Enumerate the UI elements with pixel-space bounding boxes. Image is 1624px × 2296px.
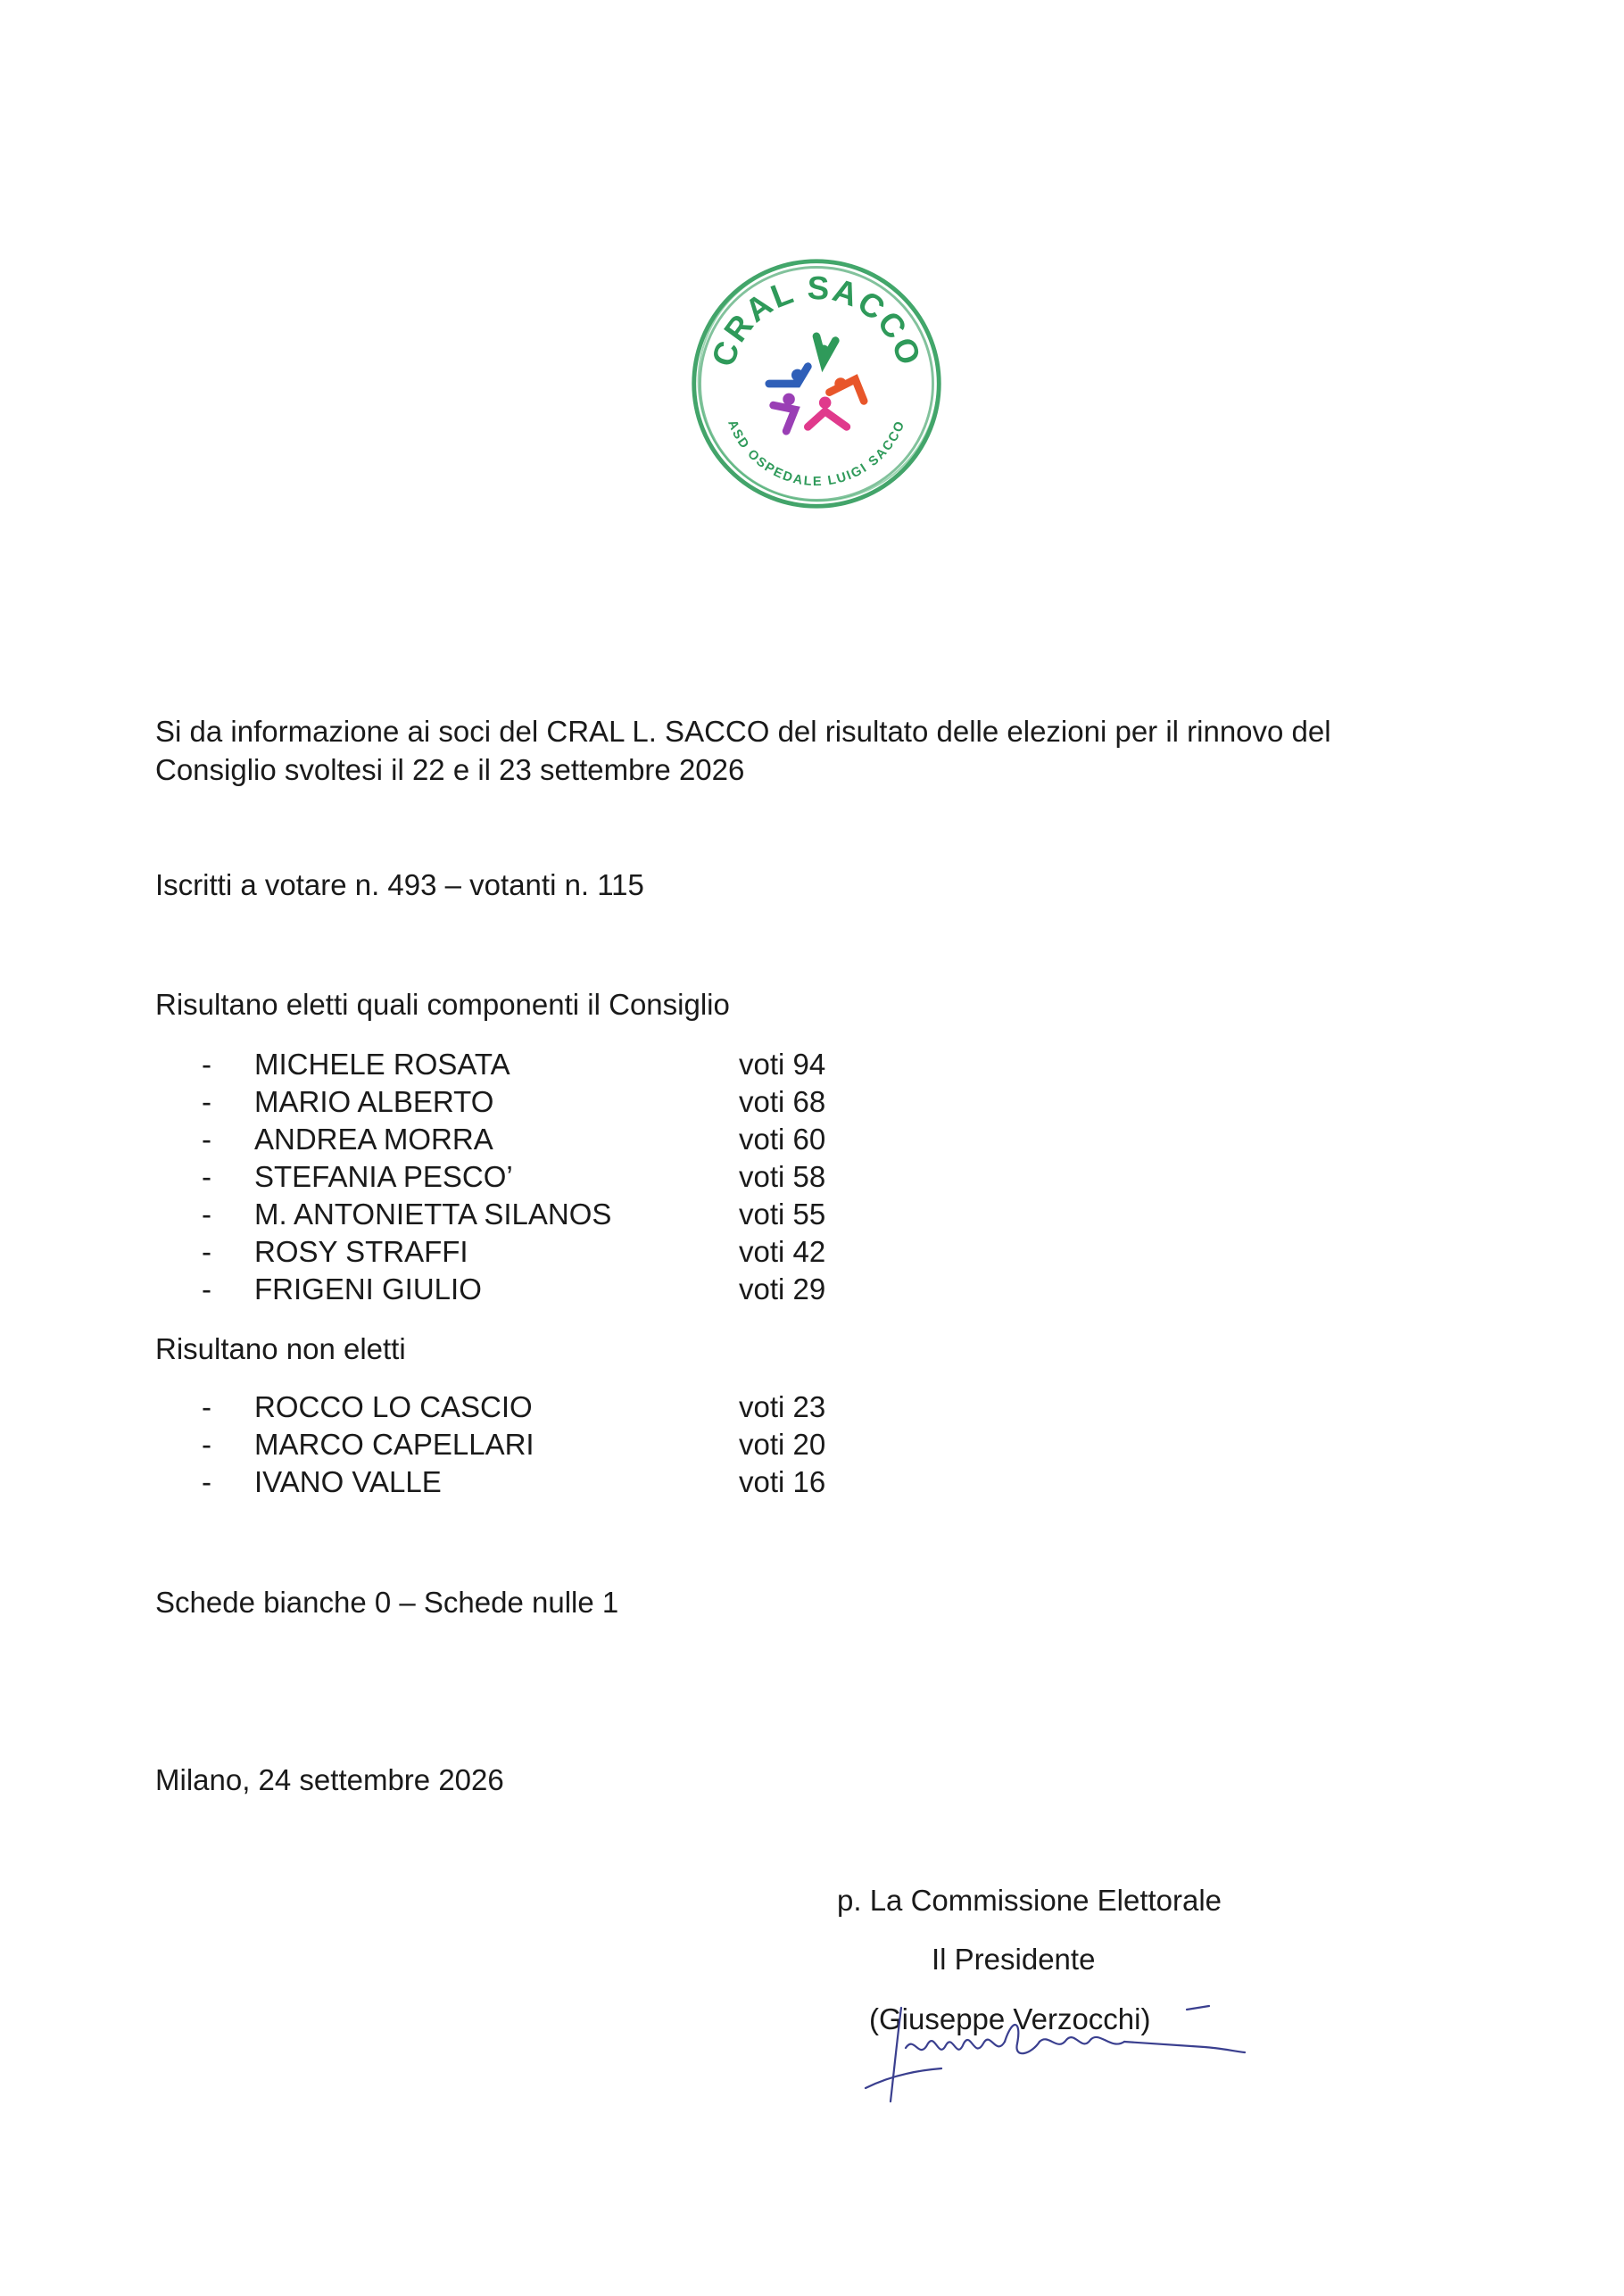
candidate-votes: voti 68	[739, 1085, 826, 1118]
list-marker: -	[202, 1085, 211, 1118]
list-marker: -	[202, 1198, 211, 1231]
president-title: Il Presidente	[932, 1943, 1096, 1976]
list-marker: -	[202, 1123, 211, 1156]
candidate-votes: voti 29	[739, 1272, 826, 1305]
list-item	[202, 1426, 880, 1463]
president-name: (Giuseppe Verzocchi)	[869, 2002, 1151, 2035]
list-item	[202, 1121, 880, 1158]
elected-list	[202, 1046, 880, 1308]
candidate-name: STEFANIA PESCO’	[254, 1160, 513, 1193]
not-elected-heading: Risultano non eletti	[155, 1332, 406, 1365]
candidate-votes: voti 20	[739, 1428, 826, 1461]
list-item	[202, 1196, 880, 1233]
list-marker: -	[202, 1465, 211, 1498]
svg-text:CRAL SACCO	[704, 269, 928, 371]
list-item	[202, 1083, 880, 1121]
candidate-name: MICHELE ROSATA	[254, 1048, 510, 1081]
candidate-votes: voti 55	[739, 1198, 826, 1231]
intro-line-1: Si da informazione ai soci del CRAL L. SACCO del risultato delle elezioni per il rinnovo del	[155, 715, 1331, 748]
intro-line-2: Consiglio svoltesi il 22 e il 23 settembre 2026	[155, 753, 745, 786]
candidate-name: ROSY STRAFFI	[254, 1235, 468, 1268]
cral-sacco-logo	[687, 254, 946, 513]
elected-heading: Risultano eletti quali componenti il Consiglio	[155, 988, 730, 1021]
svg-text:ASD OSPEDALE LUIGI SACCO	[725, 418, 908, 489]
turnout-text: Iscritti a votare n. 493 – votanti n. 115	[155, 868, 644, 901]
candidate-votes: voti 23	[739, 1390, 826, 1423]
candidate-votes: voti 94	[739, 1048, 826, 1081]
candidate-name: M. ANTONIETTA SILANOS	[254, 1198, 612, 1231]
list-marker: -	[202, 1272, 211, 1305]
list-item	[202, 1463, 880, 1501]
candidate-votes: voti 16	[739, 1465, 826, 1498]
list-item	[202, 1233, 880, 1271]
not-elected-list	[202, 1388, 880, 1501]
list-marker: -	[202, 1235, 211, 1268]
list-marker: -	[202, 1390, 211, 1423]
list-item	[202, 1046, 880, 1083]
candidate-name: ANDREA MORRA	[254, 1123, 493, 1156]
candidate-name: FRIGENI GIULIO	[254, 1272, 482, 1305]
list-marker: -	[202, 1160, 211, 1193]
candidate-name: MARIO ALBERTO	[254, 1085, 494, 1118]
candidate-name: ROCCO LO CASCIO	[254, 1390, 533, 1423]
candidate-votes: voti 58	[739, 1160, 826, 1193]
logo-bottom-text: ASD OSPEDALE LUIGI SACCO	[725, 418, 908, 490]
logo-figures	[769, 336, 864, 431]
list-item	[202, 1388, 880, 1426]
list-marker: -	[202, 1428, 211, 1461]
list-item	[202, 1158, 880, 1196]
list-marker: -	[202, 1048, 211, 1081]
dateline: Milano, 24 settembre 2026	[155, 1763, 504, 1796]
candidate-name: IVANO VALLE	[254, 1465, 442, 1498]
list-item	[202, 1271, 880, 1308]
logo-top-text: CRAL SACCO	[704, 269, 929, 371]
candidate-votes: voti 42	[739, 1235, 826, 1268]
ballots-text: Schede bianche 0 – Schede nulle 1	[155, 1586, 619, 1619]
intro-paragraph	[155, 712, 1331, 789]
handwritten-signature	[857, 1981, 1249, 2115]
candidate-votes: voti 60	[739, 1123, 826, 1156]
commission-label: p. La Commissione Elettorale	[837, 1884, 1222, 1917]
candidate-name: MARCO CAPELLARI	[254, 1428, 534, 1461]
